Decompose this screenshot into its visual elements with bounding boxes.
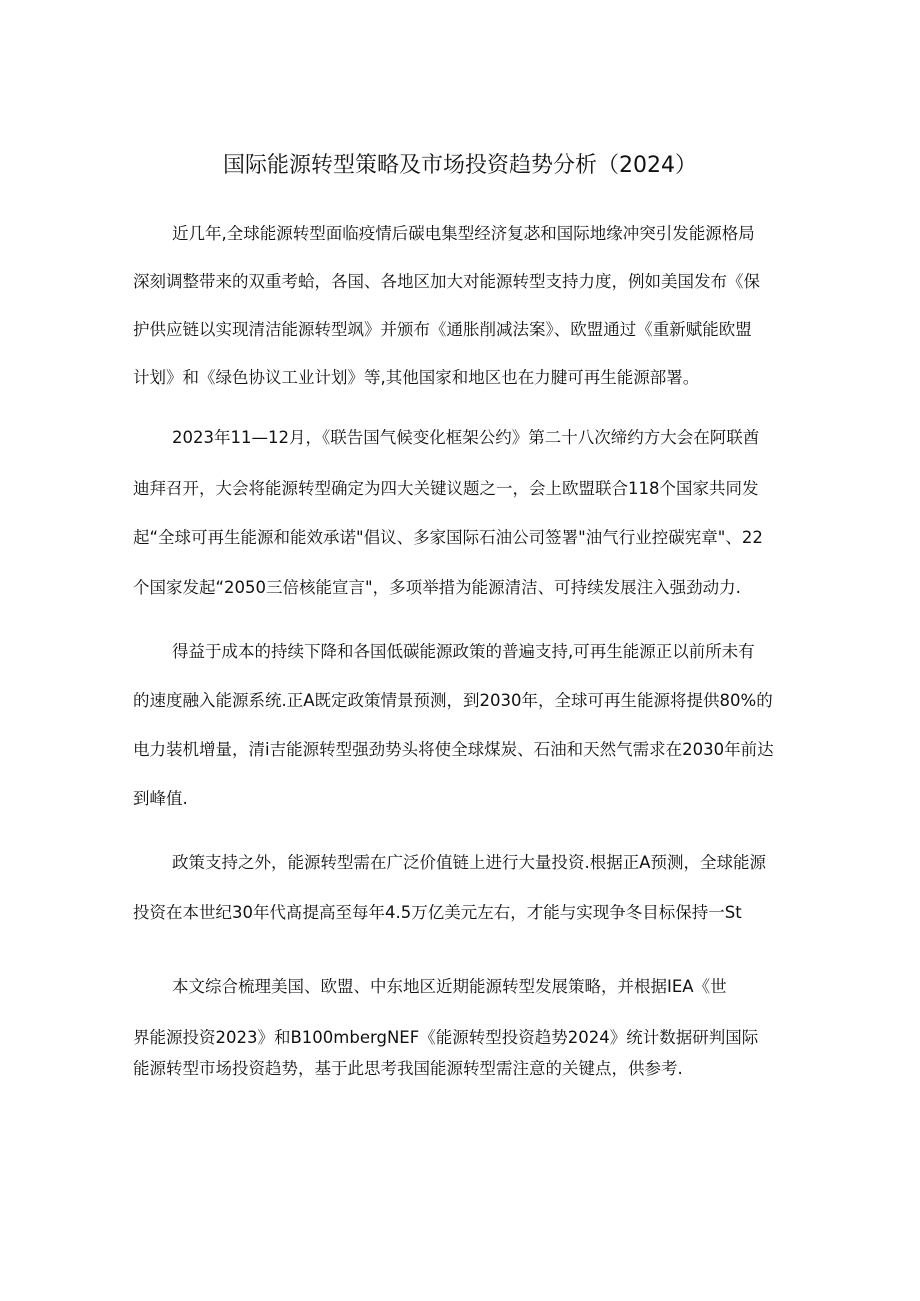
paragraph-2-line-3: 起“全球可再生能源和能效承诺"倡议、多家国际石油公司签署"油气行业控碳宪章"、22 bbox=[133, 528, 763, 547]
paragraph-4-line-1: 政策支持之外，能源转型需在广泛价值链上进行大量投资.根据正A预测，全球能源 bbox=[172, 853, 767, 872]
paragraph-5-line-3: 能源转型市场投资趋势，基于此思考我国能源转型需注意的关键点，供参考. bbox=[133, 1059, 683, 1078]
paragraph-2-line-1: 2023年11—12月，《联告国气候变化框架公约》第二十八次缔约方大会在阿联酋 bbox=[172, 428, 760, 447]
paragraph-3-line-4: 到峰值. bbox=[133, 789, 188, 808]
paragraph-3-line-3: 电力装机增量，清i吉能源转型强劲势头将使全球煤炭、石油和天然气需求在2030年前达 bbox=[133, 740, 774, 759]
paragraph-2-line-2: 迪拜召开，大会将能源转型确定为四大关键议题之一，会上欧盟联合118个国家共同发 bbox=[133, 479, 759, 498]
paragraph-5-line-1: 本文综合梳理美国、欧盟、中东地区近期能源转型发展策略，并根据IEA《世 bbox=[172, 977, 727, 996]
paragraph-1-line-1: 近几年,全球能源转型面临疫情后碳电集型经济复苾和国际地缘冲突引发能源格局 bbox=[172, 224, 755, 243]
paragraph-1-line-2: 深刻调整带来的双重考蛤，各国、各地区加大对能源转型支持力度，例如美国发布《保 bbox=[133, 272, 760, 291]
paragraph-1-line-4: 计划》和《绿色协议工业计划》等,其他国家和地区也在力腱可再生能源部署。 bbox=[133, 368, 700, 387]
paragraph-3-line-2: 的速度融入能源系统.正A既定政策情景预测，到2030年，全球可再生能源将提供80%的 bbox=[133, 691, 773, 710]
paragraph-1-line-3: 护供应链以实现清洁能源转型飒》并颁布《通胀削减法案》、欧盟通过《重新赋能欧盟 bbox=[133, 320, 752, 339]
paragraph-5-line-2: 界能源投资2023》和B100mbergNEF《能源转型投资趋势2024》统计数据研判国际 bbox=[133, 1028, 759, 1047]
paragraph-3-line-1: 得益于成本的持续下降和各国低碳能源政策的普遍支持,可再生能源正以前所未有 bbox=[172, 642, 755, 661]
paragraph-4-line-2: 投资在本世纪30年代髙提高至每年4.5万亿美元左右，才能与实现争冬目标保持一St bbox=[133, 903, 742, 922]
page-title: 国际能源转型策略及市场投资趋势分析（2024） bbox=[223, 153, 697, 178]
paragraph-2-line-4: 个国家发起“2050三倍核能宣言"，多项举措为能源清洁、可持续发展注入强劲动力. bbox=[133, 578, 741, 597]
